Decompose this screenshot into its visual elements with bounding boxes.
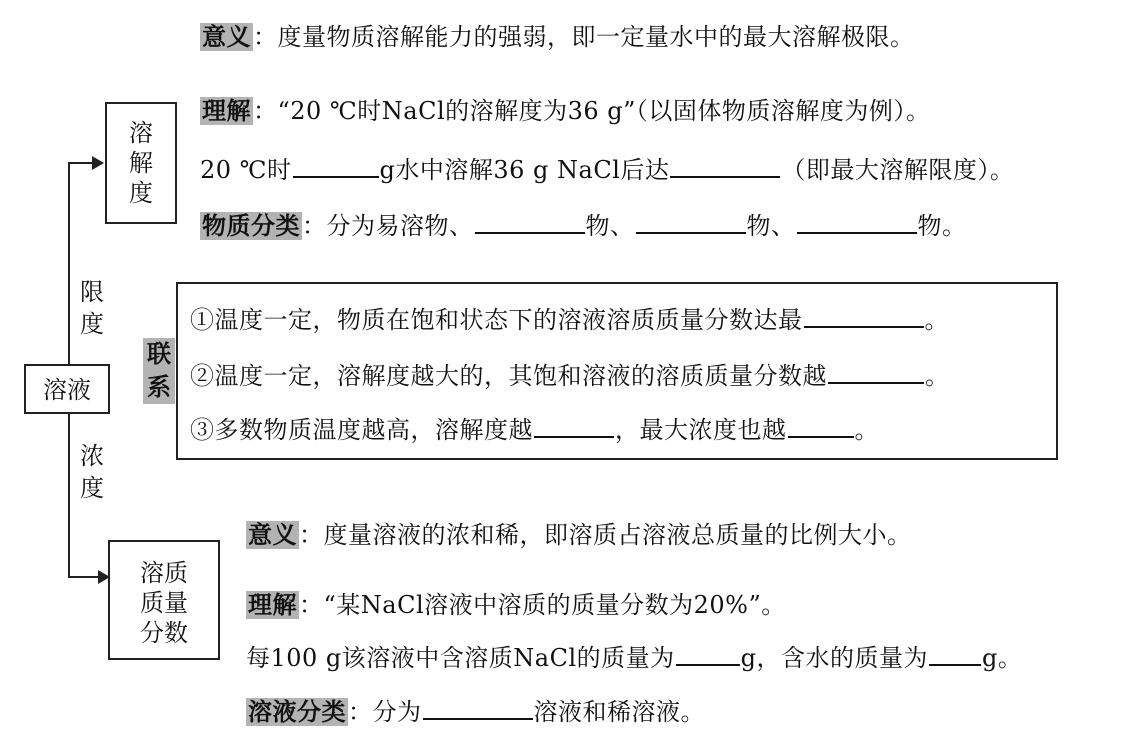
solubility-class-text-c: 物、: [746, 212, 796, 240]
solution-box: [24, 364, 110, 414]
solubility-fill-line: [200, 154, 1014, 185]
connection-label: 联系: [143, 338, 175, 404]
mass-fraction-fill-text-c: g。: [982, 644, 1023, 672]
water-mass-fraction-blank[interactable]: [929, 642, 981, 666]
solubility-box: [105, 102, 177, 224]
connection-box: [176, 282, 1058, 460]
solubility-class-line: [200, 210, 967, 241]
connection-item-1-text: ①温度一定，物质在饱和状态下的溶液溶质质量分数达最: [190, 306, 803, 334]
solubility-fill-text-c: （即最大溶解限度）。: [781, 156, 1015, 184]
connection-item-3-end: 。: [854, 416, 879, 444]
connection-item-2: [190, 360, 950, 391]
solubility-class-text-a: ：分为易溶物、: [302, 212, 474, 240]
state-blank[interactable]: [670, 154, 780, 178]
arrow-to-solubility-icon: [92, 156, 104, 170]
class-blank-2[interactable]: [636, 210, 746, 234]
mass-fraction-fill-line: [246, 642, 1022, 673]
mass-fraction-understand-text: ：“某NaCl溶液中溶质的质量分数为20%”。: [299, 591, 786, 619]
mass-fraction-meaning-text: ：度量溶液的浓和稀，即溶质占溶液总质量的比例大小。: [299, 521, 912, 549]
upper-branch-label: 限度: [80, 278, 104, 338]
connection-blank-1[interactable]: [804, 304, 924, 328]
concentrated-blank[interactable]: [423, 696, 533, 720]
water-mass-blank[interactable]: [293, 154, 379, 178]
mass-fraction-box: [108, 540, 220, 660]
connection-item-3-mid: ，最大浓度也越: [615, 416, 787, 444]
connection-item-2-text: ②温度一定，溶解度越大的，其饱和溶液的溶质质量分数越: [190, 362, 827, 390]
lower-branch-label: 浓度: [80, 442, 104, 502]
solution-box-label: 溶液: [43, 376, 91, 404]
top-branch-line: [68, 162, 92, 164]
solubility-meaning-text: ：度量物质溶解能力的强弱，即一定量水中的最大溶解极限。: [253, 23, 915, 51]
solubility-understand-line: [200, 96, 930, 126]
class-tag: 物质分类: [202, 212, 300, 240]
solution-class-tag: 溶液分类: [248, 698, 346, 726]
mass-fraction-meaning-line: [246, 520, 912, 550]
solubility-understand-text: ：“20 ℃时NaCl的溶解度为36 g”（以固体物质溶解度为例）。: [253, 97, 931, 125]
class-blank-1[interactable]: [475, 210, 585, 234]
mf-meaning-tag: 意义: [248, 521, 297, 549]
bottom-branch-line: [68, 576, 98, 578]
solubility-class-text-b: 物、: [585, 212, 635, 240]
solubility-fill-text-b: g水中溶解36 g NaCl后达: [379, 156, 670, 184]
connection-blank-4[interactable]: [788, 414, 854, 438]
connection-item-2-end: 。: [925, 362, 950, 390]
mass-fraction-class-text-b: 溶液和稀溶液。: [533, 698, 705, 726]
class-blank-3[interactable]: [797, 210, 917, 234]
mf-understand-tag: 理解: [248, 591, 297, 619]
connection-item-1-end: 。: [924, 306, 949, 334]
connection-blank-2[interactable]: [828, 360, 924, 384]
solute-mass-blank[interactable]: [676, 642, 740, 666]
connection-blank-3[interactable]: [534, 414, 614, 438]
solubility-meaning-line: [200, 22, 915, 52]
solubility-class-text-d: 物。: [917, 212, 967, 240]
meaning-tag: 意义: [202, 23, 251, 51]
solubility-fill-text-a: 20 ℃时: [200, 156, 292, 184]
mass-fraction-understand-line: [246, 590, 786, 620]
mass-fraction-box-label: 溶质质量分数: [140, 559, 188, 647]
mass-fraction-fill-text-b: g，含水的质量为: [740, 644, 929, 672]
understand-tag: 理解: [202, 97, 251, 125]
connection-item-3-text: ③多数物质温度越高，溶解度越: [190, 416, 533, 444]
solubility-box-label: 溶解度: [129, 119, 153, 207]
connection-item-1: [190, 304, 949, 335]
mass-fraction-class-text-a: ：分为: [348, 698, 422, 726]
mass-fraction-class-line: [246, 696, 705, 727]
connection-item-3: [190, 414, 879, 445]
mass-fraction-fill-text-a: 每100 g该溶液中含溶质NaCl的质量为: [246, 644, 675, 672]
